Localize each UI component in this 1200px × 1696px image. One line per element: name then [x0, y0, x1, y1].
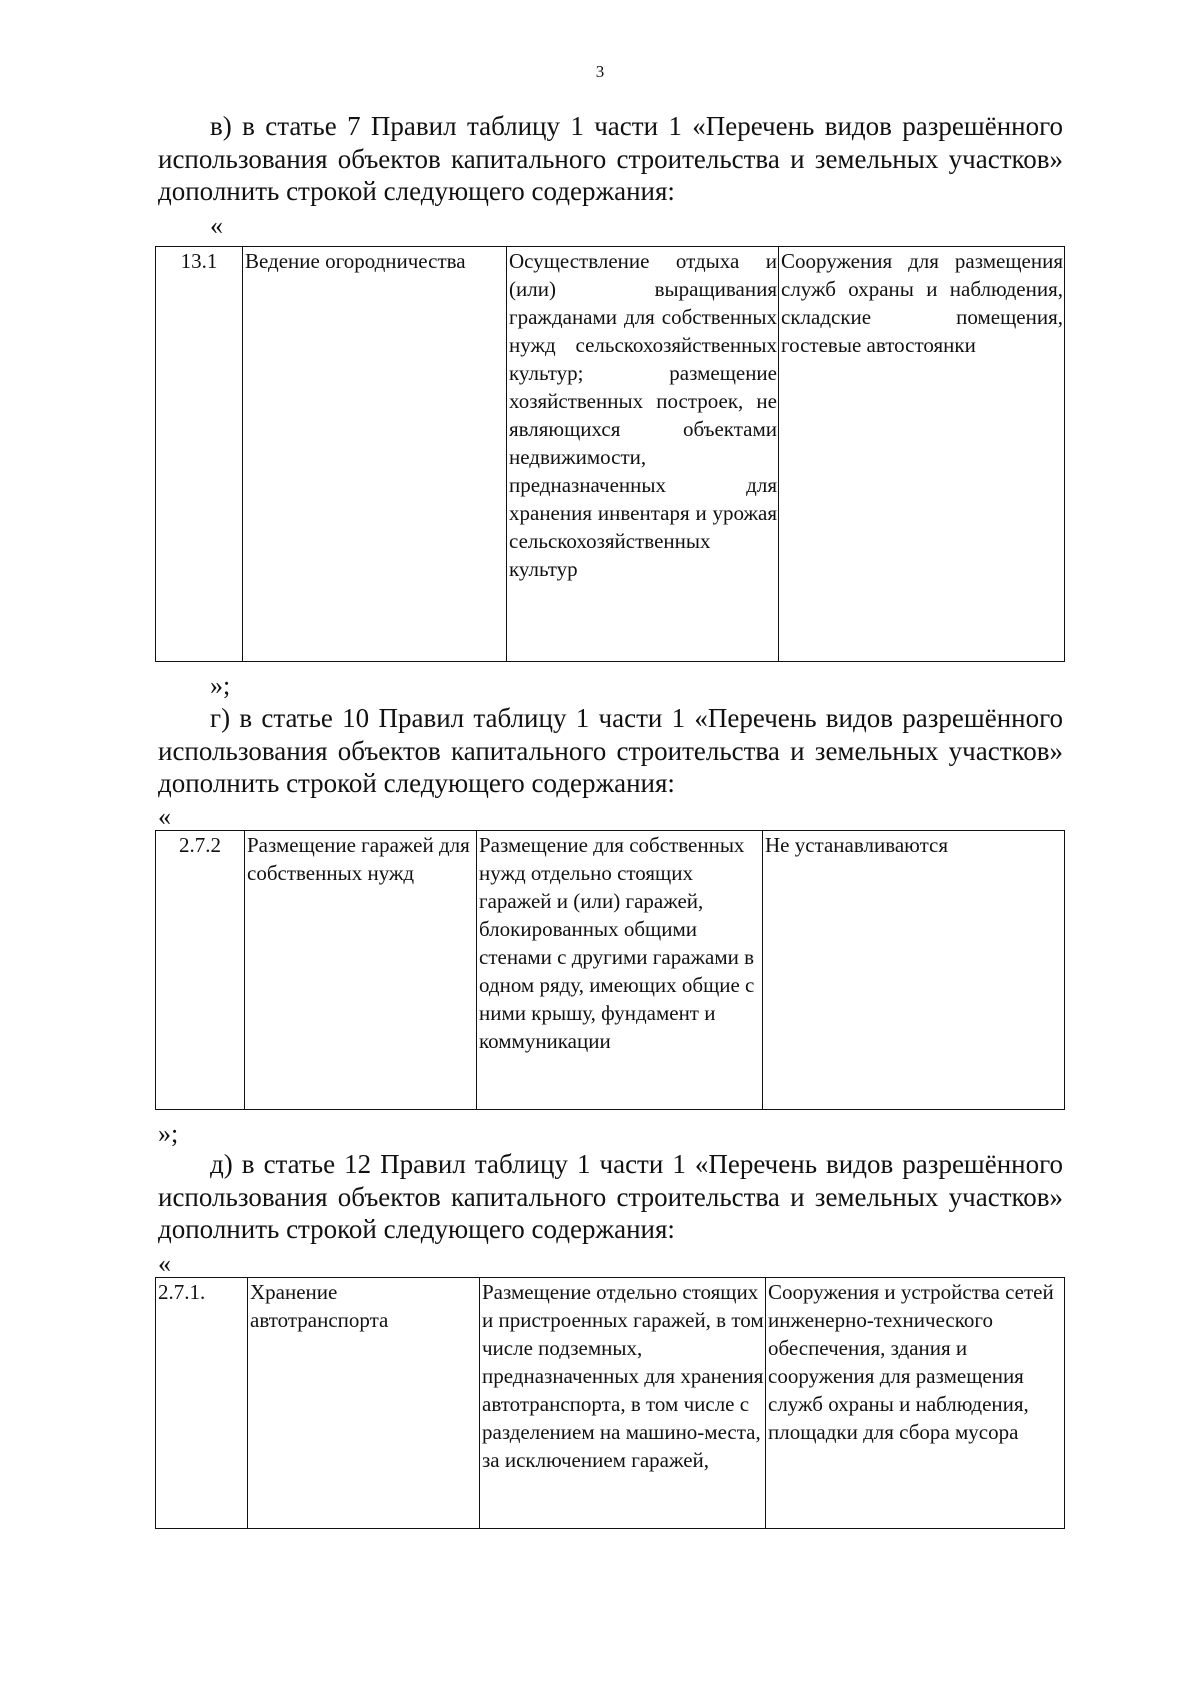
page-number: 3 [595, 62, 605, 81]
open-quote: « [158, 802, 171, 831]
cell-name: Ведение огородничества [243, 247, 507, 662]
cell-description: Размещение для собственных нужд отдельно стоящих гаражей и (или) гаражей, блокированных общими стенами с другими гаражами в одном ряду, имеющих общие с ними крышу, фундамент и коммуникации [477, 831, 763, 1110]
table-row [156, 247, 1065, 662]
close-quote: »; [158, 1119, 179, 1148]
cell-name: Хранение автотранспорта [248, 1278, 480, 1529]
amendment-paragraph-v [158, 110, 1063, 208]
cell-name: Размещение гаражей для собственных нужд [245, 831, 477, 1110]
cell-auxiliary: Не устанавливаются [763, 831, 1065, 1110]
open-quote: « [158, 1249, 171, 1278]
amendment-text: в) в статье 7 Правил таблицу 1 части 1 «Перечень видов разрешённого использования объектов капитального строительства и земельных участков» дополнить строкой следующего содержания: [158, 111, 1063, 206]
cell-description: Осуществление отдыха и (или) выращивания гражданами для собственных нужд сельскохозяйственных культур; размещение хозяйственных построек, не являющихся объектами недвижимости, предназначенных для хранения инвентаря и урожая сельскохозяйственных культур [507, 247, 779, 662]
table-row [156, 831, 1065, 1110]
table-row-2-7-1 [155, 1277, 1065, 1529]
cell-auxiliary: Сооружения для размещения служб охраны и наблюдения, складские помещения, гостевые автостоянки [779, 247, 1065, 662]
cell-auxiliary: Сооружения и устройства сетей инженерно-технического обеспечения, здания и сооружения для размещения служб охраны и наблюдения, площадки для сбора мусора [766, 1278, 1065, 1529]
table-row-13-1 [155, 246, 1065, 662]
cell-description: Размещение отдельно стоящих и пристроенных гаражей, в том числе подземных, предназначенных для хранения автотранспорта, в том числе с разделением на машино-места, за исключением гаражей, [480, 1278, 766, 1529]
close-quote: »; [210, 671, 231, 700]
cell-code: 2.7.1. [156, 1278, 248, 1529]
cell-code: 13.1 [156, 247, 243, 662]
table-row-2-7-2 [155, 830, 1065, 1110]
amendment-text: д) в статье 12 Правил таблицу 1 части 1 «Перечень видов разрешённого использования объектов капитального строительства и земельных участков» дополнить строкой следующего содержания: [158, 1149, 1063, 1244]
cell-code: 2.7.2 [156, 831, 245, 1110]
amendment-paragraph-g [158, 702, 1063, 800]
table-row [156, 1278, 1065, 1529]
amendment-text: г) в статье 10 Правил таблицу 1 части 1 «Перечень видов разрешённого использования объектов капитального строительства и земельных участков» дополнить строкой следующего содержания: [158, 703, 1063, 798]
amendment-paragraph-d [158, 1148, 1063, 1246]
open-quote: « [210, 211, 223, 240]
